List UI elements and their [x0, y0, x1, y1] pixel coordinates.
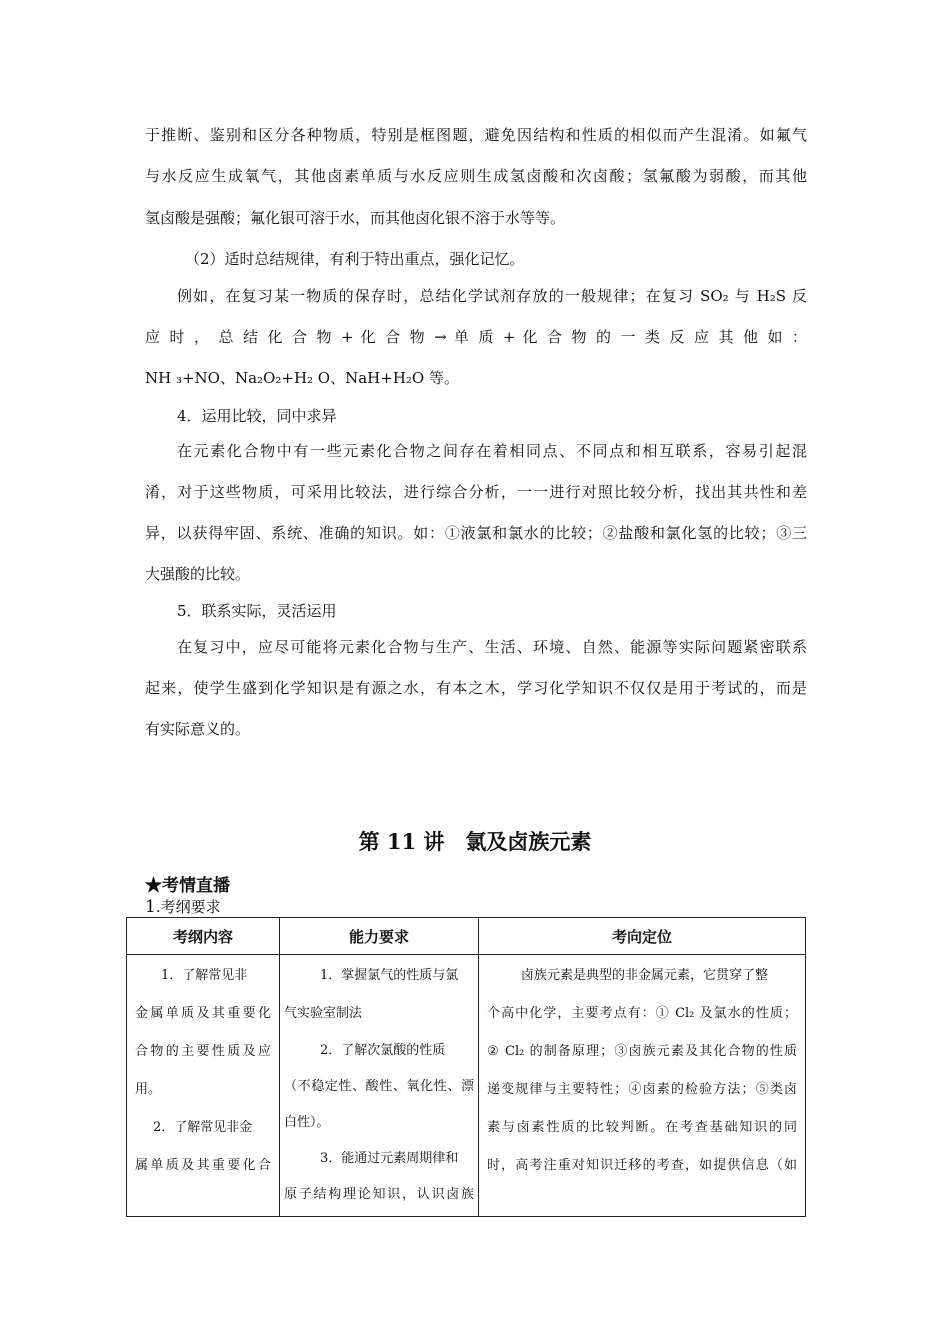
- cell-line: 递变规律与主要特性；④卤素的检验方法；⑤类卤: [487, 1082, 797, 1097]
- header-ability-requirements: 能力要求: [280, 918, 479, 955]
- chapter-title: 第 11 讲 氯及卤族元素: [358, 829, 592, 854]
- cell-line: 时，高考注重对知识迁移的考查，如提供信息（如: [487, 1158, 797, 1173]
- paragraph-line: 于推断、鉴别和区分各种物质，特别是框图题，避免因结构和性质的相似而产生混淆。如氟气: [145, 126, 807, 144]
- paragraph-line: 有实际意义的。: [145, 720, 251, 738]
- table-row: [127, 955, 806, 1217]
- subsection-label: .考纲要求: [155, 898, 221, 916]
- paragraph-line: 异，以获得牢固、系统、准确的知识。如：①液氯和氯水的比较；②盐酸和氯化氢的比较；③三: [145, 524, 807, 542]
- table-header-row: [127, 918, 806, 955]
- cell-line: 个高中化学，主要考点有：① Cl₂ 及氯水的性质；: [487, 1006, 797, 1021]
- subsection-heading: [145, 896, 221, 917]
- header-syllabus-content: 考纲内容: [127, 918, 280, 955]
- cell-line: ② Cl₂ 的制备原理；③卤族元素及其化合物的性质: [487, 1044, 797, 1059]
- paragraph-line: 例如，在复习某一物质的保存时，总结化学试剂存放的一般规律；在复习 SO₂ 与 H₂S 反: [177, 287, 807, 305]
- cell-line: （不稳定性、酸性、氧化性、漂: [284, 1079, 474, 1094]
- cell-line: 素与卤素性质的比较判断。在考查基础知识的同: [487, 1120, 797, 1135]
- cell-line: 2．了解常见非金: [153, 1120, 253, 1135]
- cell-line: 1．了解常见非: [161, 968, 248, 983]
- cell-line: 白性）。: [284, 1115, 330, 1130]
- paragraph-line: （2）适时总结规律，有利于特出重点，强化记忆。: [185, 250, 525, 268]
- paragraph-line: 与水反应生成氧气，其他卤素单质与水反应则生成氢卤酸和次卤酸；氢氟酸为弱酸，而其他: [145, 167, 807, 185]
- cell-ability-requirements: [280, 955, 479, 1217]
- heading-4: 4．运用比较，同中求异: [177, 407, 337, 425]
- cell-line: 原子结构理论知识，认识卤族: [284, 1187, 474, 1202]
- paragraph-line: NH ₃+NO、Na₂O₂+H₂ O、NaH+H₂O 等。: [145, 369, 459, 387]
- cell-line: 金属单质及其重要化: [135, 1006, 271, 1021]
- paragraph-line: 氢卤酸是强酸；氟化银可溶于水，而其他卤化银不溶于水等等。: [145, 209, 566, 227]
- paragraph-line: 在复习中，应尽可能将元素化合物与生产、生活、环境、自然、能源等实际问题紧密联系: [177, 638, 807, 656]
- section-heading: ★考情直播: [145, 876, 230, 896]
- cell-line: 用。: [135, 1082, 162, 1097]
- heading-5: 5．联系实际，灵活运用: [177, 602, 337, 620]
- cell-line: 卤族元素是典型的非金属元素，它贯穿了整: [521, 968, 769, 983]
- paragraph-line: 淆，对于这些物质，可采用比较法，进行综合分析，一一进行对照比较分析，找出其共性和差: [145, 483, 807, 501]
- paragraph-line: 起来，使学生盛到化学知识是有源之水，有本之木，学习化学知识不仅仅是用于考试的，而是: [145, 679, 807, 697]
- paragraph-line: 大强酸的比较。: [145, 565, 251, 583]
- cell-exam-direction: [479, 955, 806, 1217]
- cell-line: 3．能通过元素周期律和: [320, 1151, 459, 1166]
- cell-line: 1．掌握氯气的性质与氯: [320, 968, 459, 983]
- cell-line: 合物的主要性质及应: [135, 1044, 271, 1059]
- paragraph-line: 在元素化合物中有一些元素化合物之间存在着相同点、不同点和相互联系，容易引起混: [177, 442, 807, 460]
- cell-syllabus-content: [127, 955, 280, 1217]
- syllabus-table: [126, 917, 806, 1217]
- subsection-number: 1: [145, 897, 156, 917]
- paragraph-line: 应 时 ， 总 结 化 合 物 + 化 合 物 → 单 质 + 化 合 物 的 一 类 反 应 其 他 如 ：: [145, 328, 807, 346]
- cell-line: 气实验室制法: [284, 1006, 363, 1021]
- cell-line: 属单质及其重要化合: [135, 1158, 271, 1173]
- header-exam-direction: 考向定位: [479, 918, 806, 955]
- cell-line: 2．了解次氯酸的性质: [320, 1043, 446, 1058]
